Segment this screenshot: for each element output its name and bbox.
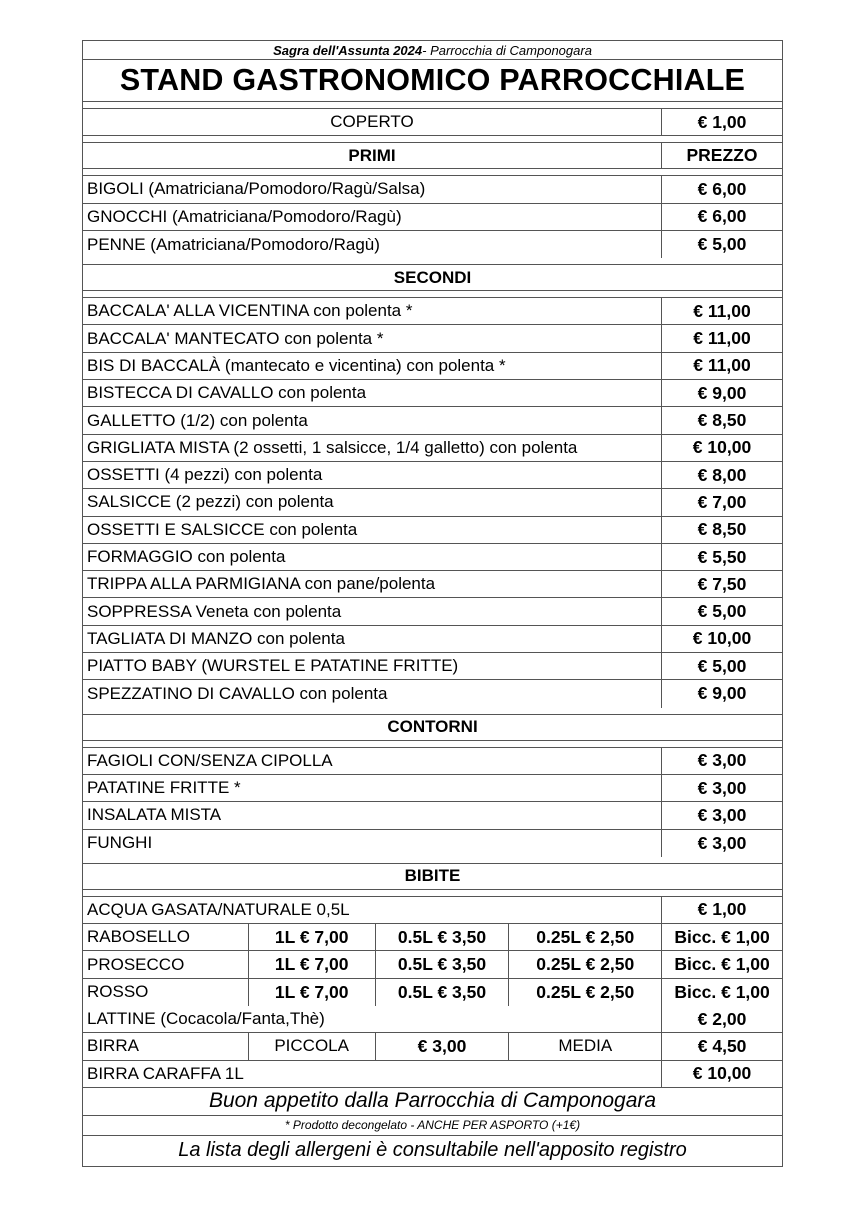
item-price: € 10,00 [661,435,782,461]
menu-item-row [83,325,782,352]
item-name: OSSETTI (4 pezzi) con polenta [87,465,323,485]
item-name: GNOCCHI (Amatriciana/Pomodoro/Ragù) [87,206,402,226]
event-parish: - Parrocchia di Camponogara [422,42,592,58]
item-name: BIRRA CARAFFA 1L [87,1063,244,1083]
event-line [83,41,782,60]
contorni-heading: CONTORNI [83,715,782,741]
item-price: € 5,00 [661,598,782,624]
footnote: * Prodotto decongelato - ANCHE PER ASPORTO (+1€) [83,1116,782,1136]
greeting: Buon appetito dalla Parrocchia di Camponogara [83,1088,782,1116]
divider [83,102,782,109]
menu-item-row [83,517,782,544]
menu-sheet [82,40,783,1167]
birra-row [83,1033,782,1060]
price-glass: Bicc. € 1,00 [661,924,782,950]
item-name: ROSSO [87,982,149,1002]
item-name: OSSETTI E SALSICCE con polenta [87,519,358,539]
menu-item-row [83,544,782,571]
event-name: Sagra dell'Assunta 2024 [273,42,423,58]
item-name: BACCALA' ALLA VICENTINA con polenta * [87,301,413,321]
item-price: € 5,50 [661,544,782,570]
item-price: € 8,50 [661,407,782,433]
item-price: € 10,00 [661,1061,782,1087]
menu-item-row [83,353,782,380]
item-name: GALLETTO (1/2) con polenta [87,410,308,430]
item-price: € 6,00 [661,204,782,230]
lattine-row [83,1006,782,1033]
item-name: SALSICCE (2 pezzi) con polenta [87,492,334,512]
item-name: FORMAGGIO con polenta [87,547,286,566]
secondi-list [83,298,782,707]
item-price: € 3,00 [661,830,782,857]
item-price: € 8,50 [661,517,782,543]
menu-item-row [83,598,782,625]
item-name: RABOSELLO [87,927,190,947]
birra-medium-label: MEDIA [508,1033,661,1059]
divider [83,291,782,298]
item-price: € 3,00 [661,748,782,774]
price-heading: PREZZO [661,143,782,168]
item-name: BIGOLI (Amatriciana/Pomodoro/Ragù/Salsa) [87,179,426,199]
item-name: ACQUA GASATA/NATURALE 0,5L [87,899,350,919]
divider [83,136,782,143]
allergen-notice: La lista degli allergeni è consultabile nell'apposito registro [178,1139,687,1162]
menu-item-row [83,830,782,857]
price-025l: 0.25L € 2,50 [508,951,661,977]
item-price: € 6,00 [661,176,782,202]
acqua-row [83,897,782,924]
item-name: BIRRA [87,1036,139,1056]
menu-item-row [83,407,782,434]
menu-item-row [83,626,782,653]
item-price: € 3,00 [661,775,782,801]
contorni-list [83,748,782,857]
menu-item-row [83,204,782,231]
menu-item-row [83,653,782,680]
item-price: € 2,00 [661,1006,782,1032]
price-025l: 0.25L € 2,50 [508,924,661,950]
item-name: SOPPRESSA Veneta con polenta [87,601,342,621]
item-name: PENNE (Amatriciana/Pomodoro/Ragù) [87,234,380,254]
wine-row [83,979,782,1006]
price-025l: 0.25L € 2,50 [508,979,661,1006]
item-price: € 11,00 [661,353,782,379]
price-05l: 0.5L € 3,50 [375,924,509,950]
item-price: € 9,00 [661,380,782,406]
item-name: FUNGHI [87,833,153,853]
wine-list [83,924,782,1006]
item-name: PROSECCO [87,954,185,974]
price-glass: Bicc. € 1,00 [661,951,782,977]
item-name: PIATTO BABY (WURSTEL E PATATINE FRITTE) [87,656,459,676]
price-1l: 1L € 7,00 [248,924,375,950]
item-price: € 8,00 [661,462,782,488]
item-price: € 5,00 [661,653,782,679]
price-05l: 0.5L € 3,50 [375,979,509,1006]
item-price: € 10,00 [661,626,782,652]
price-1l: 1L € 7,00 [248,979,375,1006]
item-name: BACCALA' MANTECATO con polenta * [87,328,384,348]
primi-header [83,143,782,169]
wine-row [83,924,782,951]
divider [83,258,782,265]
item-name: FAGIOLI CON/SENZA CIPOLLA [87,750,333,770]
item-name: GRIGLIATA MISTA (2 ossetti, 1 salsicce, 1/4 galletto) con polenta [87,437,578,457]
item-price: € 1,00 [661,897,782,923]
menu-item-row [83,380,782,407]
item-price: € 9,00 [661,680,782,707]
bibite-heading: BIBITE [83,864,782,890]
primi-heading: PRIMI [348,145,396,165]
item-name: SPEZZATINO DI CAVALLO con polenta [87,683,388,703]
primi-list [83,176,782,258]
menu-item-row [83,176,782,203]
item-name: PATATINE FRITTE * [87,778,241,798]
item-price: € 11,00 [661,298,782,324]
price-1l: 1L € 7,00 [248,951,375,977]
menu-item-row [83,680,782,707]
item-name: TAGLIATA DI MANZO con polenta [87,628,345,648]
menu-item-row [83,775,782,802]
item-price: € 7,00 [661,489,782,515]
item-price: € 7,50 [661,571,782,597]
item-price: € 11,00 [661,325,782,351]
item-price: € 5,00 [661,231,782,258]
coperto-row [83,109,782,136]
secondi-heading: SECONDI [83,265,782,291]
menu-item-row [83,462,782,489]
birra-medium-price: € 4,50 [661,1033,782,1059]
coperto-price: € 1,00 [661,109,782,135]
price-05l: 0.5L € 3,50 [375,951,509,977]
item-name: INSALATA MISTA [87,805,222,825]
divider [83,890,782,897]
wine-row [83,951,782,978]
coperto-label: COPERTO [330,112,414,132]
item-price: € 3,00 [661,802,782,828]
caraffa-row [83,1061,782,1088]
price-glass: Bicc. € 1,00 [661,979,782,1006]
divider [83,857,782,864]
menu-item-row [83,298,782,325]
menu-item-row [83,571,782,598]
item-name: TRIPPA ALLA PARMIGIANA con pane/polenta [87,574,436,594]
menu-item-row [83,435,782,462]
birra-small-price: € 3,00 [375,1033,509,1059]
divider [83,708,782,715]
menu-item-row [83,802,782,829]
menu-item-row [83,748,782,775]
menu-item-row [83,231,782,258]
item-name: BIS DI BACCALÀ (mantecato e vicentina) con polenta * [87,355,506,375]
divider [83,169,782,176]
page-title: STAND GASTRONOMICO PARROCCHIALE [83,60,782,102]
item-name: BISTECCA DI CAVALLO con polenta [87,383,367,403]
birra-small-label: PICCOLA [248,1033,375,1059]
item-name: LATTINE (Cocacola/Fanta,Thè) [87,1009,325,1029]
menu-item-row [83,489,782,516]
divider [83,741,782,748]
